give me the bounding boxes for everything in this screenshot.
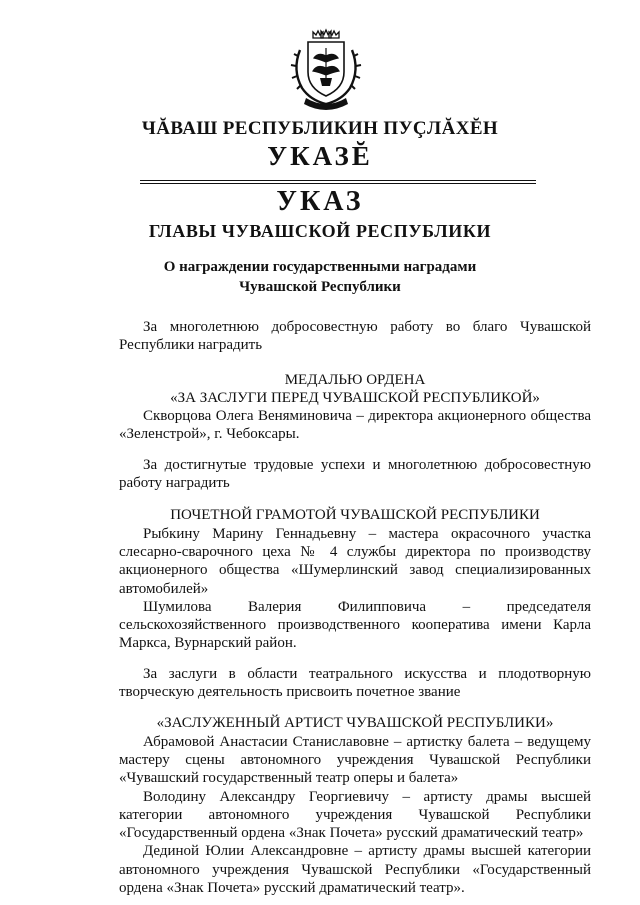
award-title: ПОЧЕТНОЙ ГРАМОТОЙ ЧУВАШСКОЙ РЕСПУБЛИКИ — [170, 507, 540, 524]
recipient-paragraph: Рыбкину Марину Геннадьевну – мастера окрасочного участка слесарно-сварочного цеха № 4 службы директора по производству акционерного общества «Шумерлинский завод специализированных автомобилей» — [119, 525, 591, 597]
recipient-paragraph: Дединой Юлии Александровне – артисту драмы высшей категории автономного учреждения Чувашской Республики «Государственный ордена «Знак Почета» русский драматический театр». — [119, 843, 591, 897]
decree-subtitle: ГЛАВЫ ЧУВАШСКОЙ РЕСПУБЛИКИ — [148, 221, 492, 241]
recipient-paragraph: Абрамовой Анастасии Станиславовне – артистку балета – ведущему мастеру сцены автономного учреждения Чувашской Республики «Чувашский государственный театр оперы и балета» — [119, 733, 591, 787]
coat-of-arms-icon — [286, 26, 366, 110]
chuvash-decree-title: УКАЗĔ — [267, 141, 373, 171]
award-title: «ЗА ЗАСЛУГИ ПЕРЕД ЧУВАШСКОЙ РЕСПУБЛИКОЙ» — [170, 389, 540, 406]
section-intro: За заслуги в области театрального искусства и плодотворную творческую деятельность присвоить почетное звание — [119, 665, 591, 701]
chuvash-header-line: ЧĂВАШ РЕСПУБЛИКИН ПУÇЛĂХĔН — [141, 118, 499, 139]
recipient-paragraph: Шумилова Валерия Филипповича – председателя сельскохозяйственного производственного кооператива имени Карла Маркса, Вурнарский район. — [119, 598, 591, 652]
section-intro: За достигнутые трудовые успехи и многолетнюю добросовестную работу наградить — [119, 456, 591, 492]
decree-title: УКАЗ — [276, 186, 364, 217]
header-divider — [140, 180, 536, 184]
decree-body — [119, 318, 591, 897]
recipient-paragraph: Володину Александру Георгиевичу – артисту драмы высшей категории автономного учреждения Чувашской Республики «Государственный ордена «Знак Почета» русский драматический театр» — [119, 788, 591, 842]
decree-subject-line-1: О награждении государственными наградами — [163, 259, 477, 275]
recipient-paragraph: Скворцова Олега Веняминовича – директора акционерного общества «Зеленстрой», г. Чебоксары. — [119, 408, 591, 443]
award-title: МЕДАЛЬЮ ОРДЕНА — [284, 371, 426, 388]
award-title: «ЗАСЛУЖЕННЫЙ АРТИСТ ЧУВАШСКОЙ РЕСПУБЛИКИ» — [156, 715, 554, 732]
section-intro: За многолетнюю добросовестную работу во благо Чувашской Республики наградить — [119, 319, 591, 354]
decree-subject-line-2: Чувашской Республики — [239, 279, 401, 295]
